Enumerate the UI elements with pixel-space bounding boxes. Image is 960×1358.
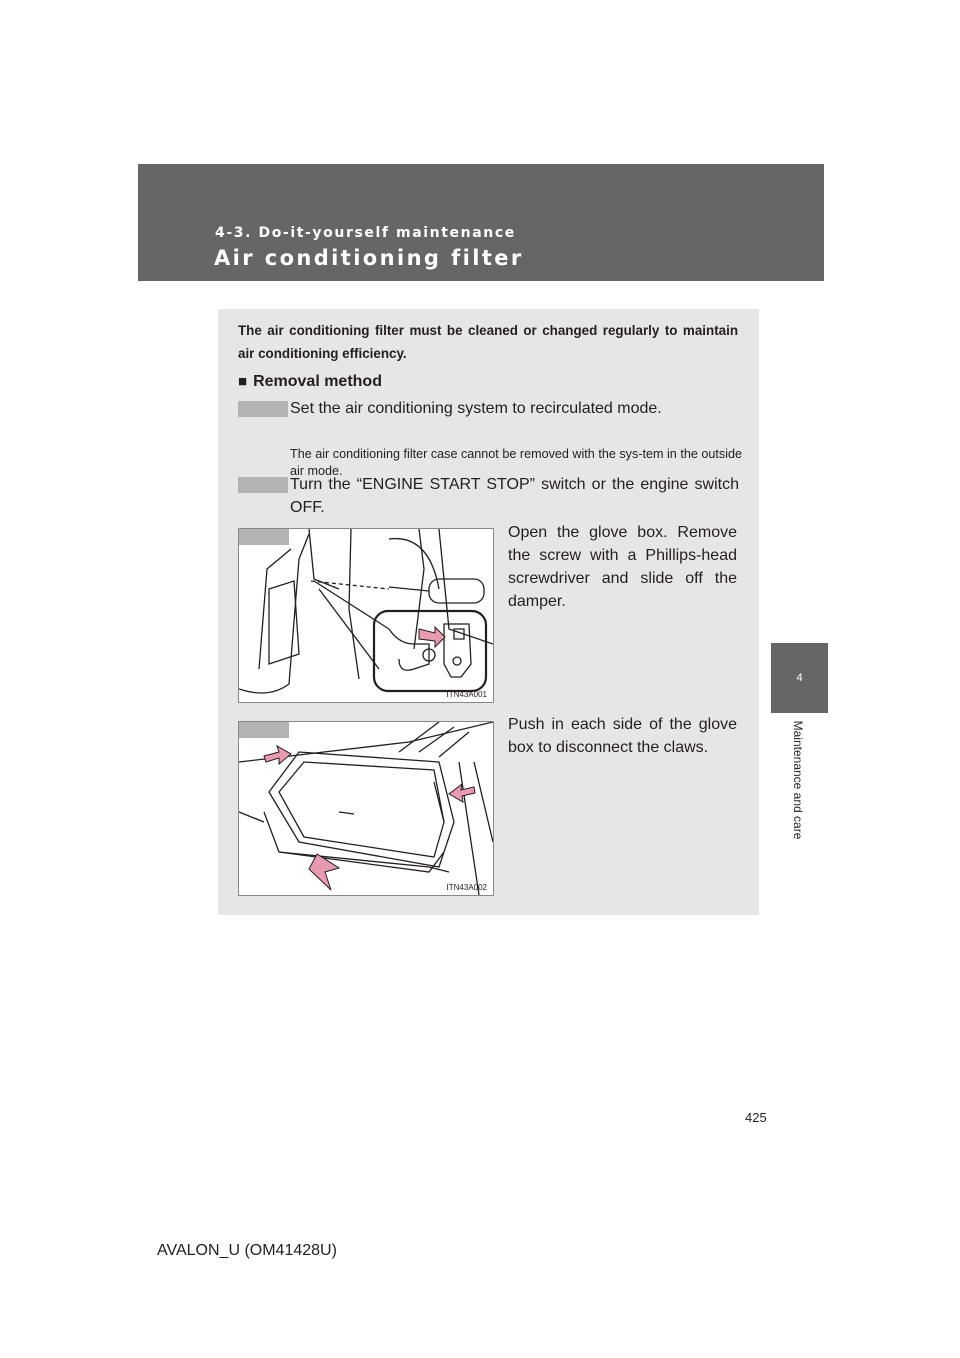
section-label: 4-3. Do-it-yourself maintenance bbox=[215, 225, 516, 241]
section-header bbox=[138, 164, 824, 281]
step-text: Open the glove box. Remove the screw with a Phillips-head screwdriver and slide off the damper. bbox=[508, 524, 737, 610]
glove-box-screw-illustration bbox=[239, 529, 493, 702]
chapter-tab bbox=[771, 643, 828, 713]
page-title: Air conditioning filter bbox=[214, 246, 524, 270]
pink-arrow-right-icon bbox=[449, 784, 475, 802]
document-id: AVALON_U (OM41428U) bbox=[157, 1242, 337, 1259]
chapter-number: 4 bbox=[796, 672, 803, 684]
subhead bbox=[238, 373, 382, 391]
page-number: 425 bbox=[745, 1110, 767, 1125]
intro-text: The air conditioning filter must be cleaned or changed regularly to maintain air conditioning efficiency. bbox=[238, 323, 738, 361]
chapter-label: Maintenance and care bbox=[791, 720, 805, 840]
square-bullet-icon: ■ bbox=[238, 373, 248, 390]
step-text: Push in each side of the glove box to disconnect the claws. bbox=[508, 716, 737, 756]
figure-code: ITN43A001 bbox=[446, 690, 487, 699]
step-marker bbox=[238, 401, 288, 417]
figure-screw-removal bbox=[238, 528, 494, 703]
content-panel bbox=[218, 309, 759, 915]
figure-code: ITN43A002 bbox=[446, 883, 487, 892]
subhead-label: Removal method bbox=[253, 373, 382, 390]
step-marker bbox=[238, 477, 288, 493]
note-text: The air conditioning filter case cannot be removed with the sys-tem in the outside air mode. bbox=[290, 447, 742, 478]
step-marker bbox=[239, 722, 289, 738]
figure-glove-box-claws bbox=[238, 721, 494, 896]
step-text: Set the air conditioning system to recirculated mode. bbox=[290, 400, 662, 417]
step-text: Turn the “ENGINE START STOP” switch or the engine switch OFF. bbox=[290, 476, 739, 516]
pink-arrow-left-icon bbox=[264, 746, 291, 764]
step-marker bbox=[239, 529, 289, 545]
glove-box-claws-illustration bbox=[239, 722, 493, 895]
